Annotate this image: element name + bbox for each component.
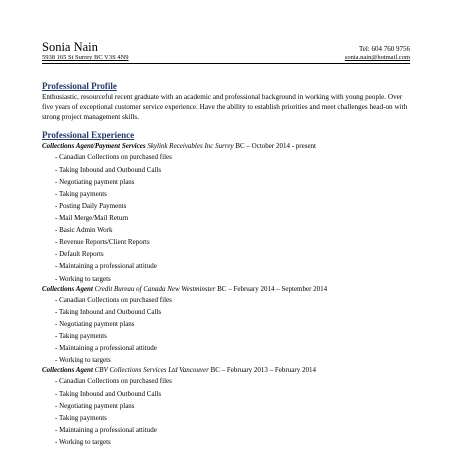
duty-item: - Default Reports (55, 248, 410, 260)
contact-line (42, 54, 410, 63)
duty-item: - Canadian Collections on purchased files (55, 151, 410, 163)
duty-item: - Negotiating payment plans (55, 400, 410, 412)
duty-item: - Taking Inbound and Outbound Calls (55, 306, 410, 318)
duty-item: - Working to targets (55, 273, 410, 285)
duty-item: - Mail Merge/Mail Return (55, 212, 410, 224)
job-header (42, 285, 410, 294)
phone-number: Tel: 604 760 9756 (358, 45, 410, 54)
duty-list (42, 294, 410, 367)
address: 5938 165 St Surrey BC V3S 4N9 (42, 54, 129, 62)
profile-heading: Professional Profile (42, 80, 117, 91)
duty-item: - Taking payments (55, 188, 410, 200)
duty-item: - Taking Inbound and Outbound Calls (55, 164, 410, 176)
duty-item: - Negotiating payment plans (55, 176, 410, 188)
profile-summary: Enthusiastic, resourceful recent graduate with an academic and professional background in working with young people. Over five years of exceptional customer service experience. Have the ability to establish priorities and meet challenges head-on with strong project management skills. (42, 93, 408, 122)
duty-item: - Taking Inbound and Outbound Calls (55, 388, 410, 400)
job-title: Collections Agent/Payment Services (42, 142, 146, 151)
duty-item: - Taking payments (55, 330, 410, 342)
duty-item: - Working to targets (55, 436, 410, 448)
job-dates: BC – February 2013 – February 2014 (208, 366, 316, 375)
job-header (42, 366, 410, 375)
applicant-name: Sonia Nain (42, 40, 98, 54)
duty-item: - Canadian Collections on purchased files (55, 294, 410, 306)
job-dates: BC – October 2014 - present (233, 142, 316, 151)
company-name: Skylink Receivables Inc Surrey (147, 142, 234, 151)
duty-item: - Working to targets (55, 354, 410, 366)
job-title: Collections Agent (42, 366, 93, 375)
duty-item: - Maintaining a professional attitude (55, 424, 410, 436)
experience-heading: Professional Experience (42, 130, 135, 140)
duty-item: - Posting Daily Payments (55, 200, 410, 212)
job-entry (42, 366, 410, 448)
job-dates: BC – February 2014 – September 2014 (215, 284, 328, 293)
duty-item: - Maintaining a professional attitude (55, 342, 410, 354)
duty-item: - Basic Admin Work (55, 224, 410, 236)
resume-header (42, 40, 410, 54)
job-entry (42, 142, 410, 284)
email-link[interactable]: sonia.nain@hotmail.com (344, 54, 410, 62)
company-name: CBV Collections Services Ltd Vancouver (94, 366, 209, 375)
duty-item: - Maintaining a professional attitude (55, 260, 410, 272)
duty-item: - Canadian Collections on purchased files (55, 375, 410, 387)
duty-item: - Negotiating payment plans (55, 318, 410, 330)
company-name: Credit Bureau of Canada New Westminster (94, 284, 216, 293)
duty-list (42, 151, 410, 284)
job-title: Collections Agent (42, 284, 93, 293)
duty-list (42, 375, 410, 448)
duty-item: - Revenue Reports/Client Reports (55, 236, 410, 248)
job-entry (42, 285, 410, 367)
job-header (42, 142, 410, 151)
duty-item: - Taking payments (55, 412, 410, 424)
